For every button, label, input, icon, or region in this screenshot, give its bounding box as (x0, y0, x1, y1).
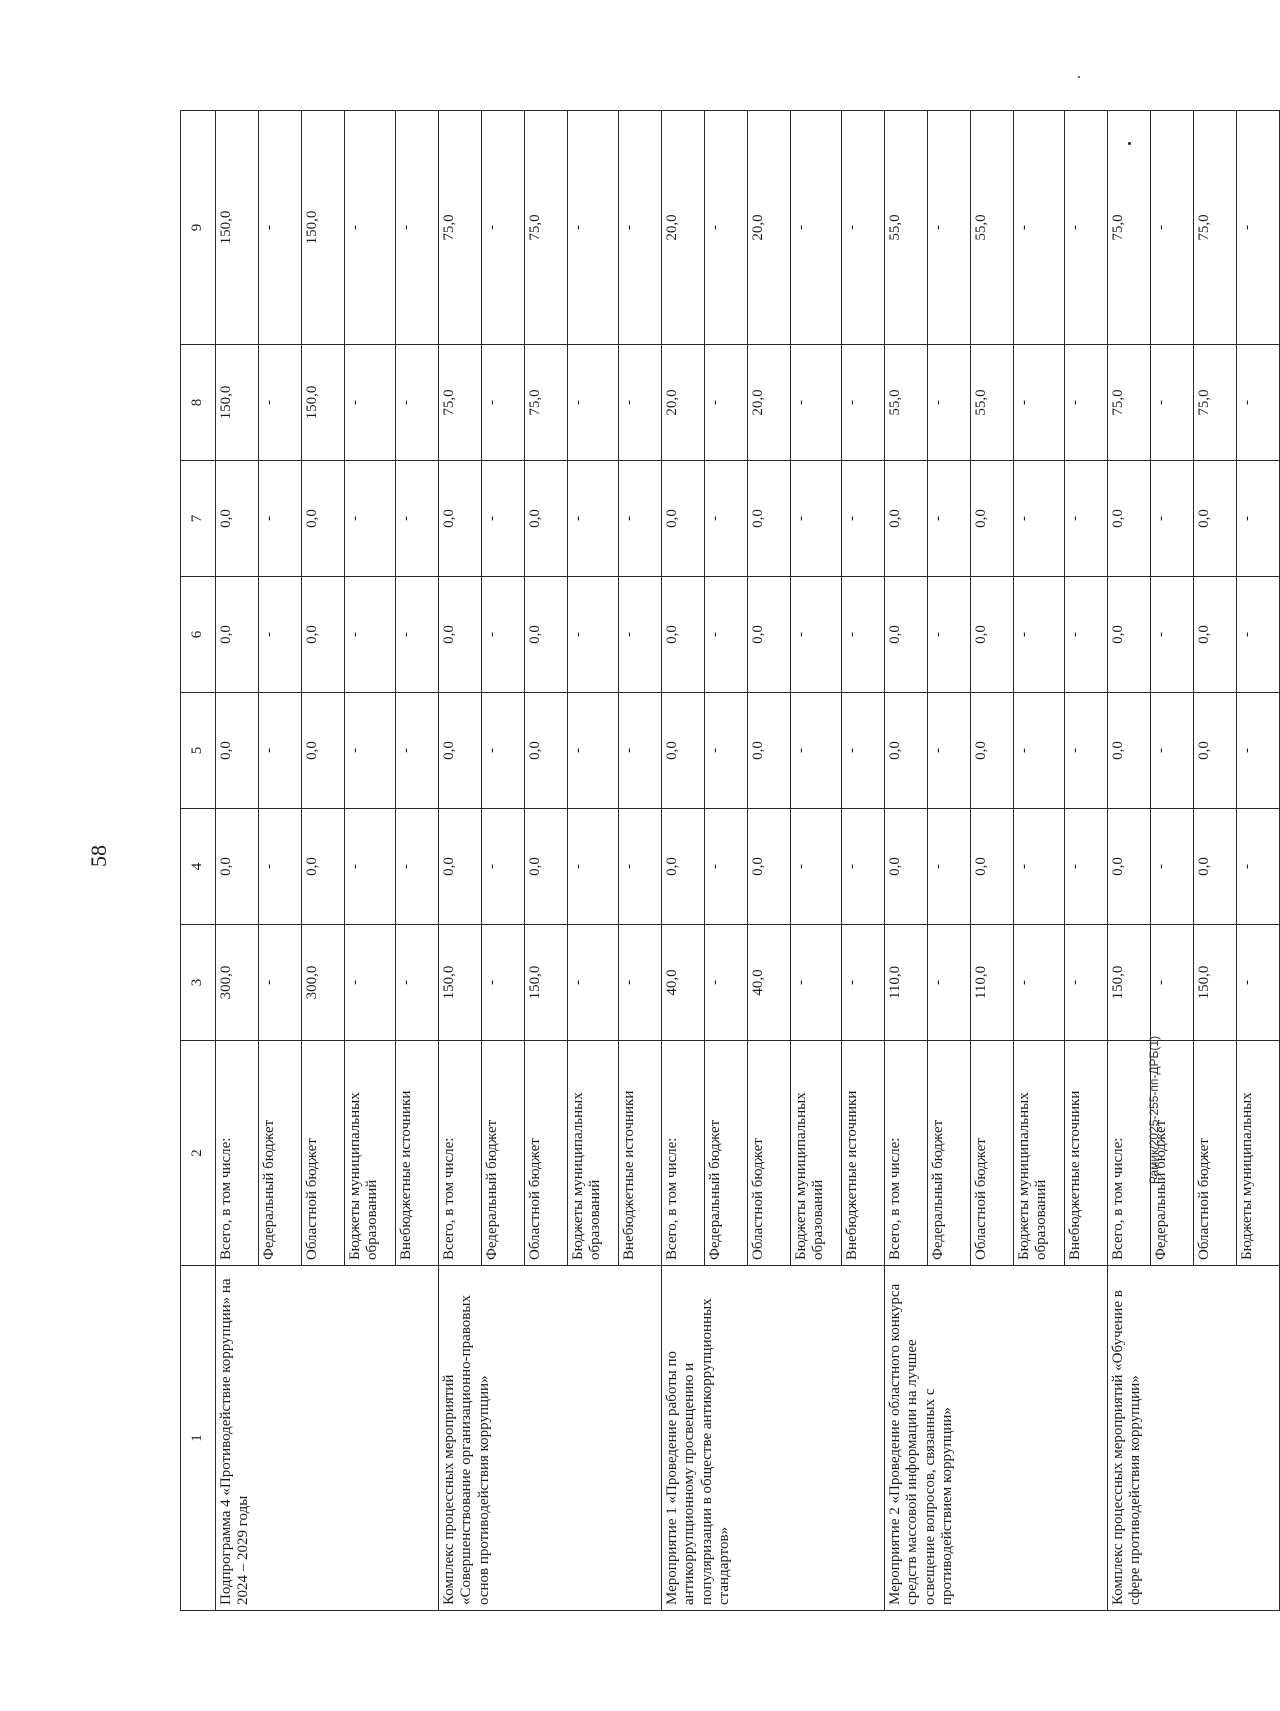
amount-cell: 20,0 (662, 345, 705, 461)
funding-source-cell: Внебюджетные источники (619, 1041, 662, 1266)
funding-source-cell: Бюджеты муниципальных образований (568, 1041, 619, 1266)
header-cell: 2 (181, 1041, 216, 1266)
amount-cell: 0,0 (1194, 577, 1237, 693)
amount-cell: 150,0 (302, 345, 345, 461)
amount-cell: 55,0 (971, 345, 1014, 461)
amount-cell: - (1151, 111, 1194, 345)
amount-cell: 0,0 (302, 693, 345, 809)
amount-cell: 20,0 (748, 345, 791, 461)
amount-cell: - (482, 111, 525, 345)
amount-cell: 0,0 (1108, 577, 1151, 693)
amount-cell: 0,0 (748, 577, 791, 693)
header-row (181, 111, 216, 1611)
header-cell: 8 (181, 345, 216, 461)
amount-cell: 150,0 (1108, 925, 1151, 1041)
amount-cell: - (1151, 461, 1194, 577)
amount-cell: 0,0 (662, 809, 705, 925)
document-code: Рамик/2025-255-пп-ДРБ(1) (1147, 1035, 1161, 1185)
amount-cell: - (396, 461, 439, 577)
amount-cell: - (345, 461, 396, 577)
amount-cell: - (705, 693, 748, 809)
amount-cell: - (345, 809, 396, 925)
funding-source-cell: Областной бюджет (1194, 1041, 1237, 1266)
amount-cell: - (1237, 461, 1280, 577)
amount-cell: - (705, 345, 748, 461)
amount-cell: - (259, 809, 302, 925)
amount-cell: - (1065, 925, 1108, 1041)
funding-source-cell: Внебюджетные источники (842, 1041, 885, 1266)
amount-cell: - (1237, 345, 1280, 461)
amount-cell: - (1151, 809, 1194, 925)
amount-cell: 0,0 (1194, 461, 1237, 577)
amount-cell: - (259, 577, 302, 693)
amount-cell: - (396, 577, 439, 693)
table-row (1108, 111, 1151, 1611)
amount-cell: - (396, 693, 439, 809)
amount-cell: - (396, 345, 439, 461)
amount-cell: - (928, 925, 971, 1041)
scan-speck (1078, 76, 1080, 78)
amount-cell: - (705, 809, 748, 925)
amount-cell: 0,0 (439, 809, 482, 925)
amount-cell: - (345, 577, 396, 693)
amount-cell: 55,0 (885, 345, 928, 461)
amount-cell: - (842, 345, 885, 461)
amount-cell: - (791, 693, 842, 809)
funding-source-cell: Федеральный бюджет (1151, 1041, 1194, 1266)
program-name-cell: Подпрограмма 4 «Противодействие коррупции» на 2024 – 2029 годы (216, 1266, 439, 1611)
amount-cell: 0,0 (885, 809, 928, 925)
amount-cell: - (568, 111, 619, 345)
amount-cell: - (928, 577, 971, 693)
amount-cell: 0,0 (1108, 809, 1151, 925)
amount-cell: - (568, 461, 619, 577)
funding-source-cell: Всего, в том числе: (439, 1041, 482, 1266)
header-cell: 7 (181, 461, 216, 577)
funding-source-cell: Областной бюджет (302, 1041, 345, 1266)
amount-cell: - (482, 925, 525, 1041)
amount-cell: 0,0 (525, 577, 568, 693)
funding-source-cell: Бюджеты муниципальных (1237, 1041, 1280, 1266)
amount-cell: - (482, 809, 525, 925)
amount-cell: - (1237, 809, 1280, 925)
amount-cell: - (1065, 693, 1108, 809)
table-body (181, 111, 1280, 1611)
amount-cell: 55,0 (885, 111, 928, 345)
amount-cell: - (842, 577, 885, 693)
funding-source-cell: Всего, в том числе: (885, 1041, 928, 1266)
amount-cell: 0,0 (302, 809, 345, 925)
budget-table (180, 110, 1280, 1611)
header-cell: 4 (181, 809, 216, 925)
amount-cell: 0,0 (216, 693, 259, 809)
amount-cell: 0,0 (971, 693, 1014, 809)
header-cell: 3 (181, 925, 216, 1041)
amount-cell: 0,0 (302, 577, 345, 693)
amount-cell: - (568, 925, 619, 1041)
amount-cell: - (842, 809, 885, 925)
amount-cell: - (568, 345, 619, 461)
amount-cell: 55,0 (971, 111, 1014, 345)
funding-source-cell: Всего, в том числе: (1108, 1041, 1151, 1266)
amount-cell: 0,0 (1108, 693, 1151, 809)
amount-cell: 0,0 (216, 577, 259, 693)
amount-cell: - (1065, 461, 1108, 577)
amount-cell: - (928, 809, 971, 925)
amount-cell: 75,0 (1194, 345, 1237, 461)
amount-cell: 0,0 (525, 461, 568, 577)
amount-cell: 150,0 (302, 111, 345, 345)
amount-cell: - (842, 461, 885, 577)
amount-cell: - (1014, 461, 1065, 577)
amount-cell: 300,0 (302, 925, 345, 1041)
amount-cell: 20,0 (748, 111, 791, 345)
amount-cell: - (1237, 925, 1280, 1041)
amount-cell: 150,0 (1194, 925, 1237, 1041)
amount-cell: - (842, 925, 885, 1041)
amount-cell: 75,0 (439, 345, 482, 461)
amount-cell: - (259, 693, 302, 809)
amount-cell: 0,0 (439, 693, 482, 809)
amount-cell: 0,0 (439, 461, 482, 577)
amount-cell: - (396, 809, 439, 925)
amount-cell: - (1151, 345, 1194, 461)
amount-cell: - (928, 461, 971, 577)
amount-cell: - (928, 693, 971, 809)
amount-cell: - (1014, 111, 1065, 345)
amount-cell: - (1014, 577, 1065, 693)
amount-cell: - (345, 345, 396, 461)
amount-cell: 0,0 (216, 809, 259, 925)
amount-cell: 150,0 (525, 925, 568, 1041)
amount-cell: 0,0 (1108, 461, 1151, 577)
funding-source-cell: Внебюджетные источники (396, 1041, 439, 1266)
funding-source-cell: Бюджеты муниципальных образований (791, 1041, 842, 1266)
amount-cell: 0,0 (1194, 693, 1237, 809)
amount-cell: 0,0 (662, 577, 705, 693)
funding-source-cell: Бюджеты муниципальных образований (345, 1041, 396, 1266)
amount-cell: 40,0 (748, 925, 791, 1041)
amount-cell: 150,0 (216, 111, 259, 345)
amount-cell: 300,0 (216, 925, 259, 1041)
amount-cell: - (928, 345, 971, 461)
amount-cell: - (396, 925, 439, 1041)
amount-cell: - (619, 925, 662, 1041)
amount-cell: 75,0 (1108, 345, 1151, 461)
amount-cell: 0,0 (885, 461, 928, 577)
amount-cell: 0,0 (662, 693, 705, 809)
amount-cell: - (345, 111, 396, 345)
amount-cell: 75,0 (439, 111, 482, 345)
funding-source-cell: Внебюджетные источники (1065, 1041, 1108, 1266)
funding-source-cell: Областной бюджет (525, 1041, 568, 1266)
amount-cell: - (791, 461, 842, 577)
amount-cell: - (619, 345, 662, 461)
amount-cell: 0,0 (1194, 809, 1237, 925)
amount-cell: - (482, 345, 525, 461)
amount-cell: - (1151, 693, 1194, 809)
amount-cell: 75,0 (525, 345, 568, 461)
amount-cell: 20,0 (662, 111, 705, 345)
amount-cell: - (1065, 111, 1108, 345)
amount-cell: - (1014, 809, 1065, 925)
amount-cell: 40,0 (662, 925, 705, 1041)
header-cell: 9 (181, 111, 216, 345)
amount-cell: - (705, 925, 748, 1041)
funding-source-cell: Бюджеты муниципальных образований (1014, 1041, 1065, 1266)
funding-source-cell: Федеральный бюджет (482, 1041, 525, 1266)
amount-cell: - (1065, 345, 1108, 461)
table-row (439, 111, 482, 1611)
amount-cell: 75,0 (1194, 111, 1237, 345)
amount-cell: - (1151, 925, 1194, 1041)
amount-cell: - (482, 693, 525, 809)
amount-cell: - (1014, 693, 1065, 809)
amount-cell: - (1151, 577, 1194, 693)
amount-cell: - (705, 577, 748, 693)
amount-cell: - (568, 693, 619, 809)
amount-cell: - (619, 577, 662, 693)
funding-source-cell: Всего, в том числе: (216, 1041, 259, 1266)
amount-cell: - (1065, 577, 1108, 693)
program-name-cell: Мероприятие 2 «Проведение областного конкурса средств массовой информации на лучшее освещение вопросов, связанных с противодействием коррупции» (885, 1266, 1108, 1611)
header-cell: 1 (181, 1266, 216, 1611)
amount-cell: 0,0 (748, 809, 791, 925)
amount-cell: 0,0 (885, 577, 928, 693)
amount-cell: - (568, 577, 619, 693)
amount-cell: - (259, 461, 302, 577)
amount-cell: - (482, 577, 525, 693)
funding-source-cell: Областной бюджет (748, 1041, 791, 1266)
amount-cell: - (568, 809, 619, 925)
amount-cell: 0,0 (302, 461, 345, 577)
amount-cell: - (345, 925, 396, 1041)
amount-cell: 0,0 (662, 461, 705, 577)
amount-cell: 0,0 (885, 693, 928, 809)
amount-cell: - (259, 925, 302, 1041)
amount-cell: 0,0 (971, 809, 1014, 925)
amount-cell: 75,0 (525, 111, 568, 345)
amount-cell: - (1237, 111, 1280, 345)
amount-cell: - (259, 111, 302, 345)
funding-source-cell: Федеральный бюджет (259, 1041, 302, 1266)
amount-cell: 110,0 (971, 925, 1014, 1041)
amount-cell: - (791, 925, 842, 1041)
amount-cell: - (619, 809, 662, 925)
table-row (662, 111, 705, 1611)
amount-cell: 0,0 (525, 693, 568, 809)
amount-cell: - (619, 693, 662, 809)
amount-cell: 0,0 (439, 577, 482, 693)
amount-cell: - (1065, 809, 1108, 925)
funding-source-cell: Федеральный бюджет (705, 1041, 748, 1266)
table-row (885, 111, 928, 1611)
program-name-cell: Комплекс процессных мероприятий «Совершенствование организационно-правовых основ противодействия коррупции» (439, 1266, 662, 1611)
table-row (216, 111, 259, 1611)
amount-cell: - (791, 345, 842, 461)
amount-cell: - (259, 345, 302, 461)
amount-cell: 0,0 (971, 577, 1014, 693)
amount-cell: - (705, 111, 748, 345)
amount-cell: 0,0 (748, 693, 791, 809)
funding-source-cell: Областной бюджет (971, 1041, 1014, 1266)
header-cell: 5 (181, 693, 216, 809)
amount-cell: 0,0 (748, 461, 791, 577)
amount-cell: - (1014, 345, 1065, 461)
amount-cell: - (842, 111, 885, 345)
amount-cell: - (1237, 693, 1280, 809)
header-cell: 6 (181, 577, 216, 693)
amount-cell: - (791, 809, 842, 925)
amount-cell: - (1014, 925, 1065, 1041)
amount-cell: - (705, 461, 748, 577)
amount-cell: - (396, 111, 439, 345)
page-number: 58 (86, 845, 111, 867)
amount-cell: - (619, 461, 662, 577)
funding-source-cell: Федеральный бюджет (928, 1041, 971, 1266)
amount-cell: - (345, 693, 396, 809)
amount-cell: - (928, 111, 971, 345)
amount-cell: 75,0 (1108, 111, 1151, 345)
amount-cell: - (1237, 577, 1280, 693)
amount-cell: - (791, 577, 842, 693)
program-name-cell: Мероприятие 1 «Проведение работы по антикоррупционному просвещению и популяризации в обществе антикоррупционных стандартов» (662, 1266, 885, 1611)
amount-cell: 0,0 (971, 461, 1014, 577)
amount-cell: 0,0 (525, 809, 568, 925)
amount-cell: - (482, 461, 525, 577)
amount-cell: 110,0 (885, 925, 928, 1041)
funding-source-cell: Всего, в том числе: (662, 1041, 705, 1266)
amount-cell: - (842, 693, 885, 809)
program-name-cell: Комплекс процессных мероприятий «Обучение в сфере противодействия коррупции» (1108, 1266, 1280, 1611)
amount-cell: - (619, 111, 662, 345)
amount-cell: 150,0 (216, 345, 259, 461)
amount-cell: - (791, 111, 842, 345)
amount-cell: 0,0 (216, 461, 259, 577)
amount-cell: 150,0 (439, 925, 482, 1041)
